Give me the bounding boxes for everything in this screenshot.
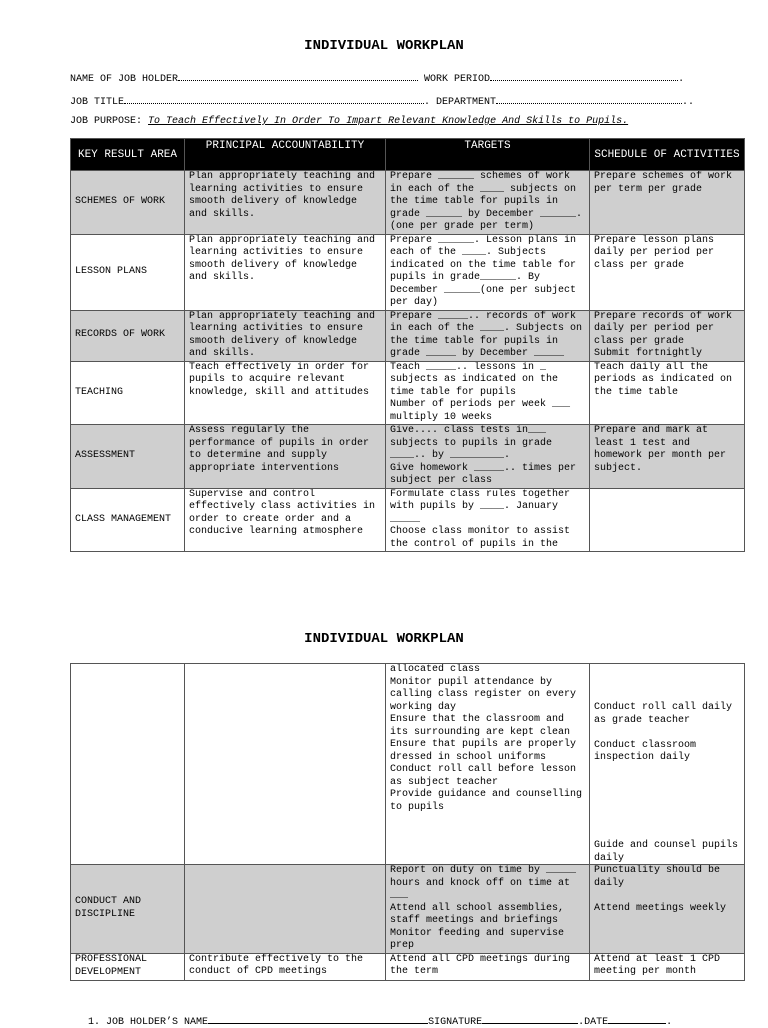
- header-key-result-area: KEY RESULT AREA: [71, 139, 185, 171]
- signoff-number: 1.: [88, 1017, 101, 1028]
- row-targets: Prepare ______. Lesson plans in each of the ____. Subjects indicated on the time table for pupils in grade______. By December ______(one per subject per day): [386, 234, 590, 310]
- table-header-row: [71, 139, 745, 171]
- signoff-line: 1. JOB HOLDER’S NAME SIGNATURE .DATE .: [88, 1014, 672, 1028]
- header-targets: TARGETS: [386, 139, 590, 171]
- table-row: [71, 234, 745, 310]
- row-targets: Report on duty on time by _____ hours and knock off on time at ___ Attend all school assemblies, staff meetings and briefings Monitor feeding and supervise prep: [386, 865, 590, 954]
- row-accountability: Plan appropriately teaching and learning activities to ensure smooth delivery of knowledge and skills.: [185, 310, 386, 361]
- row-targets: Teach _____.. lessons in _ subjects as indicated on the time table for pupils Number of periods per week ___ multiply 10 weeks: [386, 361, 590, 425]
- work-period-label: WORK PERIOD: [424, 74, 491, 85]
- table-row: [71, 361, 745, 425]
- row-area: ASSESSMENT: [71, 425, 185, 489]
- table-row: [71, 488, 745, 552]
- row-targets: allocated class Monitor pupil attendance by calling class register on every working day Ensure that the classroom and its surrounding are kept clean Ensure that pupils are properly dressed in school uniforms Conduct roll call before lesson as subject teacher Provide guidance and counselling to pupils: [386, 664, 590, 865]
- job-purpose-line: [70, 116, 628, 127]
- header-principal-accountability: PRINCIPAL ACCOUNTABILITY: [185, 139, 386, 171]
- row-targets: Prepare ______ schemes of work in each of the ____ subjects on the time table for pupils in grade ______ by December ______.(one per grade per term): [386, 171, 590, 235]
- job-holder-line: NAME OF JOB HOLDER WORK PERIOD .: [70, 71, 684, 85]
- row-accountability: Supervise and control effectively class activities in order to create order and a conducive learning atmosphere: [185, 488, 386, 552]
- job-purpose-label: JOB PURPOSE:: [70, 116, 143, 127]
- row-schedule: Punctuality should be daily Attend meetings weekly: [590, 865, 745, 954]
- date-label: DATE: [584, 1017, 609, 1028]
- table-row: [71, 171, 745, 235]
- table-row: [71, 953, 745, 980]
- page-title: INDIVIDUAL WORKPLAN: [304, 38, 464, 54]
- row-schedule: Teach daily all the periods as indicated on the time table: [590, 361, 745, 425]
- row-area: RECORDS OF WORK: [71, 310, 185, 361]
- row-area: PROFESSIONAL DEVELOPMENT: [71, 953, 185, 980]
- row-targets: Attend all CPD meetings during the term: [386, 953, 590, 980]
- row-schedule: [590, 664, 745, 865]
- table-row: [71, 865, 745, 954]
- workplan-table-1: [70, 138, 745, 552]
- row-schedule: Attend at least 1 CPD meeting per month: [590, 953, 745, 980]
- row-targets: Formulate class rules together with pupils by ____. January _____ Choose class monitor to assist the control of pupils in the: [386, 488, 590, 552]
- workplan-table-2: [70, 663, 745, 981]
- row-area: LESSON PLANS: [71, 234, 185, 310]
- row-area: CONDUCT AND DISCIPLINE: [71, 865, 185, 954]
- row-schedule: Prepare schemes of work per term per grade: [590, 171, 745, 235]
- date-field[interactable]: [608, 1014, 666, 1024]
- name-field[interactable]: [178, 71, 418, 81]
- department-field[interactable]: [496, 94, 682, 104]
- row-area: [71, 664, 185, 865]
- job-title-field[interactable]: [124, 94, 424, 104]
- row-accountability: Contribute effectively to the conduct of CPD meetings: [185, 953, 386, 980]
- row-accountability: Assess regularly the performance of pupils in order to determine and supply appropriate interventions: [185, 425, 386, 489]
- schedule-guidance: Guide and counsel pupils daily: [594, 840, 739, 864]
- name-label: NAME OF JOB HOLDER: [70, 74, 179, 85]
- schedule-roll-call: Conduct roll call daily as grade teacher Conduct classroom inspection daily: [594, 702, 733, 763]
- table-row: [71, 425, 745, 489]
- row-accountability: [185, 865, 386, 954]
- holder-name-field[interactable]: [208, 1014, 428, 1024]
- row-schedule: Prepare lesson plans daily per period per class per grade: [590, 234, 745, 310]
- row-targets: Give.... class tests in___ subjects to pupils in grade ____.. by _________. Give homework _____.. times per subject per class: [386, 425, 590, 489]
- holder-name-label: JOB HOLDER’S NAME: [106, 1017, 209, 1028]
- row-schedule: Prepare records of work daily per period per class per grade Submit fortnightly: [590, 310, 745, 361]
- row-schedule: Prepare and mark at least 1 test and homework per month per subject.: [590, 425, 745, 489]
- row-area: CLASS MANAGEMENT: [71, 488, 185, 552]
- table-row: [71, 664, 745, 865]
- table-row: [71, 310, 745, 361]
- department-label: DEPARTMENT: [436, 97, 497, 108]
- row-accountability: Plan appropriately teaching and learning activities to ensure smooth delivery of knowledge and skills.: [185, 234, 386, 310]
- job-purpose-text: To Teach Effectively In Order To Impart Relevant Knowledge And Skills to Pupils.: [148, 116, 629, 127]
- row-area: TEACHING: [71, 361, 185, 425]
- work-period-field[interactable]: [490, 71, 678, 81]
- job-title-label: JOB TITLE: [70, 97, 125, 108]
- row-schedule: [590, 488, 745, 552]
- row-accountability: Teach effectively in order for pupils to acquire relevant knowledge, skill and attitudes: [185, 361, 386, 425]
- job-title-line: JOB TITLE . DEPARTMENT ..: [70, 94, 694, 108]
- row-accountability: [185, 664, 386, 865]
- row-area: SCHEMES OF WORK: [71, 171, 185, 235]
- row-accountability: Plan appropriately teaching and learning activities to ensure smooth delivery of knowledge and skills.: [185, 171, 386, 235]
- row-targets: Prepare _____.. records of work in each of the ____. Subjects on the time table for pupils in grade _____ by December _____: [386, 310, 590, 361]
- signature-label: SIGNATURE: [428, 1017, 483, 1028]
- signature-field[interactable]: [482, 1014, 578, 1024]
- page-title-2: INDIVIDUAL WORKPLAN: [304, 631, 464, 647]
- header-schedule-of-activities: SCHEDULE OF ACTIVITIES: [590, 139, 745, 171]
